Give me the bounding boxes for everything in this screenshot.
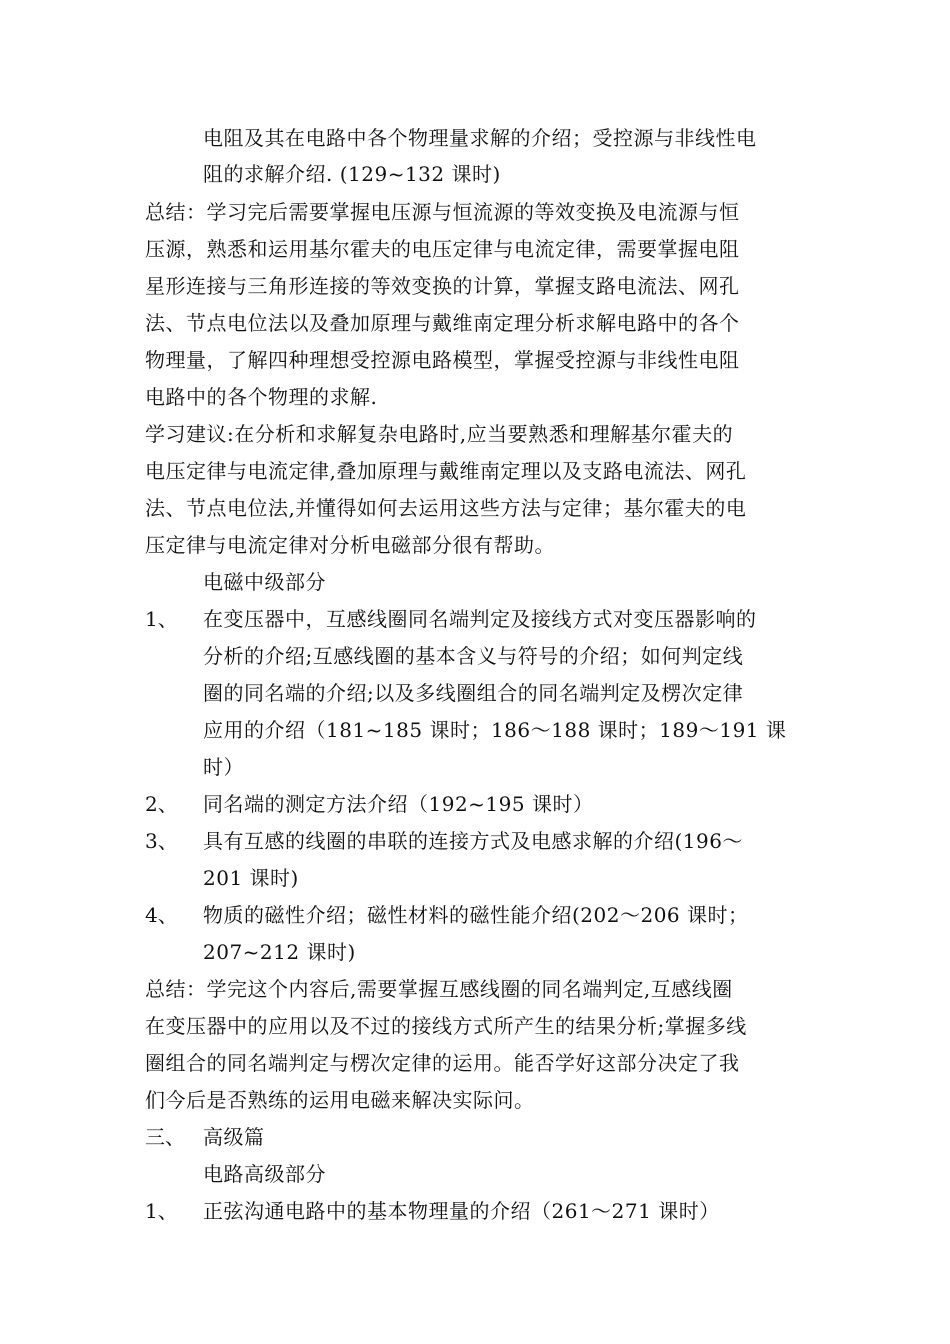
text-line: 电阻及其在电路中各个物理量求解的介绍；受控源与非线性电 [203,126,757,150]
list-item-line: 圈的同名端的介绍;以及多线圈组合的同名端判定及楞次定律 [203,681,744,705]
section-heading: 电路高级部分 [203,1162,326,1186]
list-number: 1、 [145,607,178,631]
list-number: 1、 [145,1199,178,1223]
list-number: 3、 [145,829,178,853]
list-item-line: 正弦沟通电路中的基本物理量的介绍（261～271 课时） [203,1199,720,1223]
advice-line: 学习建议:在分析和求解复杂电路时,应当要熟悉和理解基尔霍夫的 [145,422,734,446]
list-number: 2、 [145,792,178,816]
list-item-line: 201 课时) [203,866,299,890]
summary-line: 在变压器中的应用以及不过的接线方式所产生的结果分析;掌握多线 [145,1014,747,1038]
summary-line: 总结：学完这个内容后,需要掌握互感线圈的同名端判定,互感线圈 [145,977,733,1001]
summary-line: 星形连接与三角形连接的等效变换的计算，掌握支路电流法、网孔 [145,274,740,298]
list-item-line: 应用的介绍（181~185 课时；186～188 课时；189～191 课 [203,718,787,742]
list-number: 4、 [145,903,178,927]
list-item-line: 207~212 课时) [203,940,356,964]
summary-line: 们今后是否熟练的运用电磁来解决实际问。 [145,1088,535,1112]
advice-line: 法、节点电位法,并懂得如何去运用这些方法与定律；基尔霍夫的电 [145,496,747,520]
summary-line: 压源，熟悉和运用基尔霍夫的电压定律与电流定律，需要掌握电阻 [145,237,740,261]
section-number: 三、 [145,1125,185,1149]
summary-line: 物理量，了解四种理想受控源电路模型，掌握受控源与非线性电阻 [145,348,740,372]
list-item-line: 分析的介绍;互感线圈的基本含义与符号的介绍；如何判定线 [203,644,744,668]
text-line: 阻的求解介绍. (129~132 课时) [203,162,501,186]
list-item-line: 物质的磁性介绍；磁性材料的磁性能介绍(202～206 课时； [203,903,749,927]
summary-line: 圈组合的同名端判定与楞次定律的运用。能否学好这部分决定了我 [145,1051,740,1075]
advice-line: 电压定律与电流定律,叠加原理与戴维南定理以及支路电流法、网孔 [145,459,747,483]
list-item-line: 时） [203,755,244,779]
list-item-line: 具有互感的线圈的串联的连接方式及电感求解的介绍(196～ [203,829,743,853]
section-title: 高级篇 [203,1125,265,1149]
advice-line: 压定律与电流定律对分析电磁部分很有帮助。 [145,533,555,557]
summary-line: 总结：学习完后需要掌握电压源与恒流源的等效变换及电流源与恒 [145,200,740,224]
summary-line: 电路中的各个物理的求解. [145,385,378,409]
list-item-line: 在变压器中，互感线圈同名端判定及接线方式对变压器影响的 [203,607,757,631]
list-item-line: 同名端的测定方法介绍（192~195 课时） [203,792,594,816]
summary-line: 法、节点电位法以及叠加原理与戴维南定理分析求解电路中的各个 [145,311,740,335]
section-heading: 电磁中级部分 [203,570,326,594]
